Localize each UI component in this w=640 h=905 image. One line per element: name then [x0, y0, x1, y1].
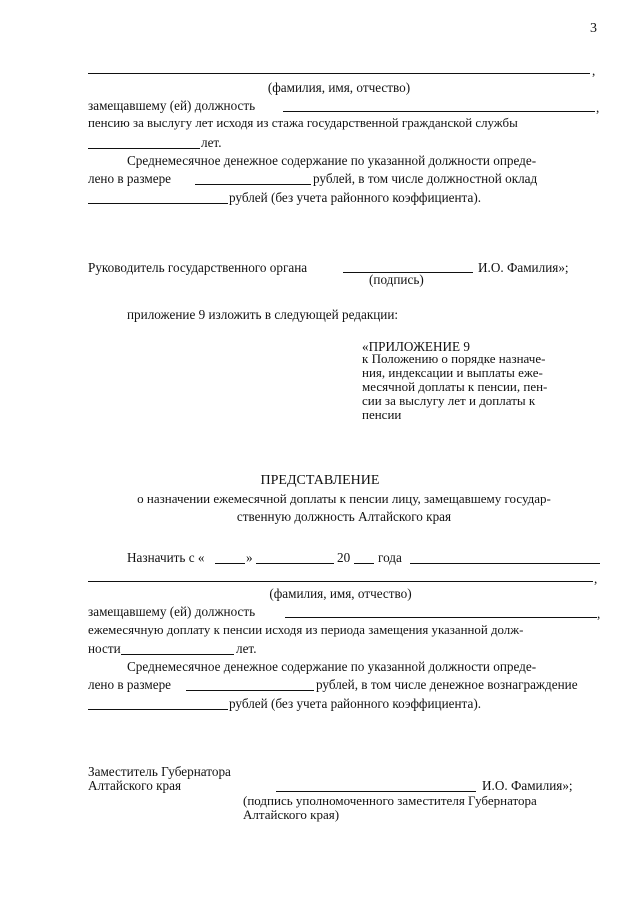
years-suffix: лет. [201, 135, 222, 150]
salary-reward-line [88, 709, 228, 710]
assign-year-line [354, 563, 374, 564]
salary-line-3: рублей (без учета районного коэффициента). [229, 696, 482, 711]
page-number: 3 [590, 21, 597, 36]
position-label: замещавшему (ей) должность [88, 604, 256, 619]
position-line [283, 111, 595, 112]
comma: , [597, 606, 601, 621]
salary-amount-line [186, 690, 314, 691]
salary-line-1: Среднемесячное денежное содержание по указанной должности опреде- [127, 659, 537, 674]
salary-line-2b: рублей, в том числе денежное вознаграждение [316, 677, 578, 692]
appendix-line: ния, индексации и выплаты еже- [362, 365, 543, 380]
years-suffix: лет. [236, 641, 257, 656]
signature-caption-1: (подпись уполномоченного заместителя Губернатора [243, 793, 537, 808]
position-suffix: ности [88, 641, 121, 656]
signature-caption: (подпись) [369, 272, 424, 287]
appendix-lines [362, 352, 602, 422]
assign-rest-line [410, 563, 600, 564]
assign-month-line [256, 563, 334, 564]
deputy-title-2: Алтайского края [88, 778, 182, 793]
supplement-text: ежемесячную доплату к пенсии исходя из периода замещения указанной долж- [88, 623, 524, 637]
deputy-title-1: Заместитель Губернатора [88, 764, 231, 779]
salary-amount-line [195, 184, 311, 185]
document-subtitle-1: о назначении ежемесячной доплаты к пенсии лицу, замещавшему государ- [137, 491, 551, 506]
appendix-line: месячной доплаты к пенсии, пен- [362, 379, 548, 394]
document-subtitle-2: ственную должность Алтайского края [236, 509, 452, 524]
pension-text: пенсию за выслугу лет исходя из стажа государственной гражданской службы [88, 116, 518, 130]
signatory-title: Руководитель государственного органа [88, 260, 308, 275]
salary-line-3: рублей (без учета районного коэффициента). [229, 190, 482, 205]
years-line [88, 148, 200, 149]
assign-year-prefix: 20 [337, 550, 351, 565]
appendix-line: к Положению о порядке назначе- [362, 351, 546, 366]
signature-line [276, 791, 476, 792]
position-line [285, 617, 597, 618]
salary-line-2b: рублей, в том числе должностной оклад [313, 171, 538, 186]
appendix-title: «ПРИЛОЖЕНИЕ 9 [362, 339, 470, 354]
comma: , [594, 571, 598, 586]
signature-caption-2: Алтайского края) [243, 807, 340, 822]
deputy-name: И.О. Фамилия»; [482, 778, 573, 793]
fio-line [88, 73, 590, 74]
salary-oklad-line [88, 203, 228, 204]
position-label: замещавшему (ей) должность [88, 98, 256, 113]
document-title: ПРЕДСТАВЛЕНИЕ [260, 473, 380, 488]
assign-quote-close: » [246, 550, 253, 565]
appendix-line: пенсии [362, 407, 402, 422]
salary-line-2a: лено в размере [88, 171, 172, 186]
comma: , [592, 63, 596, 78]
assign-year-word: года [378, 550, 402, 565]
salary-line-2a: лено в размере [88, 677, 172, 692]
assign-start: Назначить с « [127, 550, 205, 565]
fio-line [88, 581, 593, 582]
fio-caption: (фамилия, имя, отчество) [267, 80, 411, 95]
salary-line-1: Среднемесячное денежное содержание по указанной должности опреде- [127, 153, 537, 168]
appendix-line: сии за выслугу лет и доплаты к [362, 393, 536, 408]
comma: , [596, 100, 600, 115]
fio-caption: (фамилия, имя, отчество) [269, 586, 412, 601]
years-line [121, 654, 234, 655]
instruction-text: приложение 9 изложить в следующей редакции: [127, 307, 399, 322]
signatory-name: И.О. Фамилия»; [478, 260, 569, 275]
assign-day-line [215, 563, 245, 564]
